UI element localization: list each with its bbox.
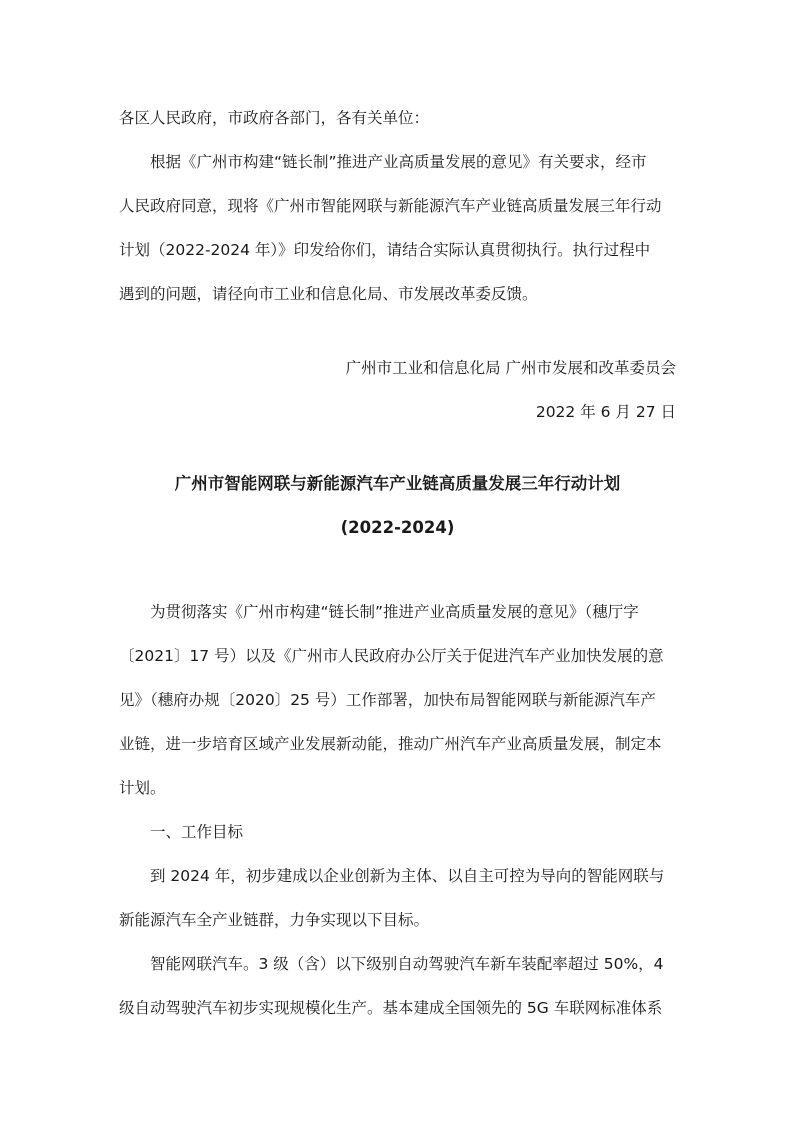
document-page <box>119 96 676 1030</box>
letter-body-line: 遇到的问题，请径向市工业和信息化局、市发展改革委反馈。 <box>119 285 538 303</box>
letter-body-line: 计划（2022-2024 年）》印发给你们，请结合实际认真贯彻执行。执行过程中 <box>119 241 651 259</box>
salutation: 各区人民政府，市政府各部门，各有关单位： <box>119 109 430 127</box>
plan-intro-line: 〔2021〕17 号）以及《广州市人民政府办公厅关于促进汽车产业加快发展的意 <box>119 647 664 665</box>
signature: 广州市工业和信息化局 广州市发展和改革委员会 <box>345 359 676 377</box>
plan-intro-line: 为贯彻落实《广州市构建“链长制”推进产业高质量发展的意见》（穗厅字 <box>150 603 639 621</box>
letter-body <box>119 140 676 316</box>
goal-line: 到 2024 年，初步建成以企业创新为主体、以自主可控为导向的智能网联与 <box>150 867 665 885</box>
goal-paragraph <box>119 854 676 942</box>
section-heading-goals: 一、工作目标 <box>150 823 244 841</box>
ev-line: 智能网联汽车。3 级（含）以下级别自动驾驶汽车新车装配率超过 50%，4 <box>150 955 664 973</box>
plan-title: 广州市智能网联与新能源汽车产业链高质量发展三年行动计划 <box>174 474 621 493</box>
ev-paragraph <box>119 942 676 1030</box>
goal-line: 新能源汽车全产业链群，力争实现以下目标。 <box>119 911 430 929</box>
letter-body-line: 人民政府同意，现将《广州市智能网联与新能源汽车产业链高质量发展三年行动 <box>119 197 662 215</box>
plan-subtitle: (2022-2024) <box>340 518 455 537</box>
plan-intro-line: 见》（穗府办规〔2020〕25 号）工作部署，加快布局智能网联与新能源汽车产 <box>119 691 656 709</box>
letter-body-line: 根据《广州市构建“链长制”推进产业高质量发展的意见》有关要求，经市 <box>150 153 647 171</box>
plan-intro <box>119 590 676 810</box>
date: 2022 年 6 月 27 日 <box>535 403 676 421</box>
ev-line: 级自动驾驶汽车初步实现规模化生产。基本建成全国领先的 5G 车联网标准体系 <box>119 999 663 1017</box>
plan-intro-line: 业链，进一步培育区域产业发展新动能，推动广州汽车产业高质量发展，制定本 <box>119 735 662 753</box>
plan-intro-line: 计划。 <box>119 779 166 797</box>
